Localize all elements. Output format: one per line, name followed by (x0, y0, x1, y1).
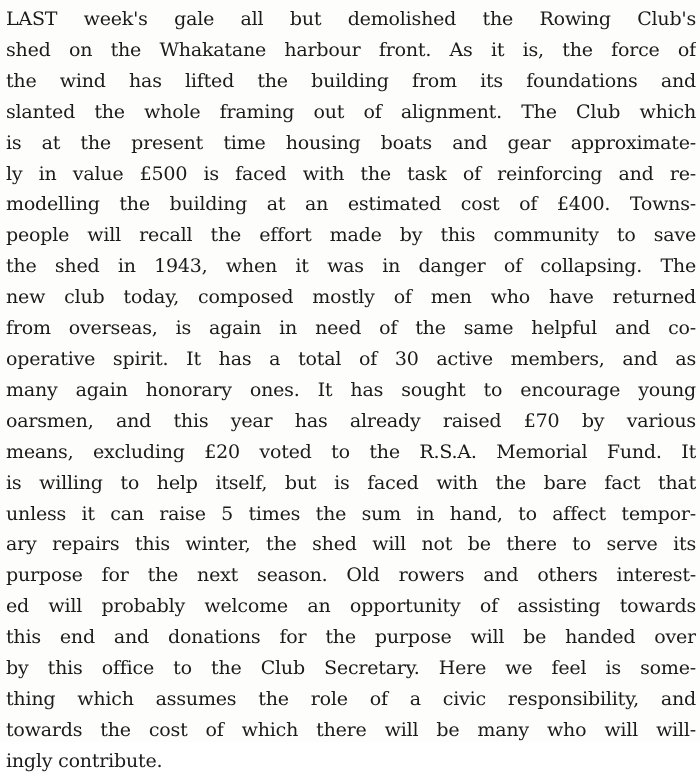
article-line: operative spirit. It has a total of 30 active members, and as (6, 347, 696, 370)
article-line: slanted the whole framing out of alignment. The Club which (6, 100, 696, 123)
article-line: is at the present time housing boats and gear approximate- (6, 131, 696, 154)
article-line: the shed in 1943, when it was in danger of collapsing. The (6, 255, 696, 278)
article-line: means, excluding £20 voted to the R.S.A. Memorial Fund. It (6, 440, 696, 463)
article-line: the wind has lifted the building from its foundations and (6, 69, 696, 92)
article-line: people will recall the effort made by this community to save (6, 224, 696, 247)
article-line: this end and donations for the purpose will be handed over (6, 626, 696, 649)
article-line: ed will probably welcome an opportunity of assisting towards (6, 595, 696, 618)
article-line: from overseas, is again in need of the same helpful and co- (6, 317, 696, 340)
article-line: unless it can raise 5 times the sum in hand, to affect tempor- (6, 502, 696, 525)
article-line: is willing to help itself, but is faced with the bare fact that (6, 471, 696, 494)
article-line: towards the cost of which there will be many who will will- (6, 718, 696, 741)
article-line: purpose for the next season. Old rowers and others interest- (6, 564, 696, 587)
article-line: ingly contribute. (6, 749, 163, 772)
article-body (6, 4, 696, 777)
article-line: modelling the building at an estimated cost of £400. Towns- (6, 193, 696, 216)
article-line: ary repairs this winter, the shed will not be there to serve its (6, 533, 696, 556)
article-line: new club today, composed mostly of men who have returned (6, 286, 696, 309)
article-line: thing which assumes the role of a civic responsibility, and (6, 687, 696, 710)
article-line: ly in value £500 is faced with the task of reinforcing and re- (6, 162, 696, 185)
article-line: by this office to the Club Secretary. Here we feel is some- (6, 657, 696, 680)
article-line: oarsmen, and this year has already raised £70 by various (6, 409, 696, 432)
article-line: shed on the Whakatane harbour front. As it is, the force of (6, 38, 696, 61)
article-line: many again honorary ones. It has sought to encourage young (6, 378, 696, 401)
article-line: LAST week's gale all but demolished the Rowing Club's (6, 8, 696, 30)
